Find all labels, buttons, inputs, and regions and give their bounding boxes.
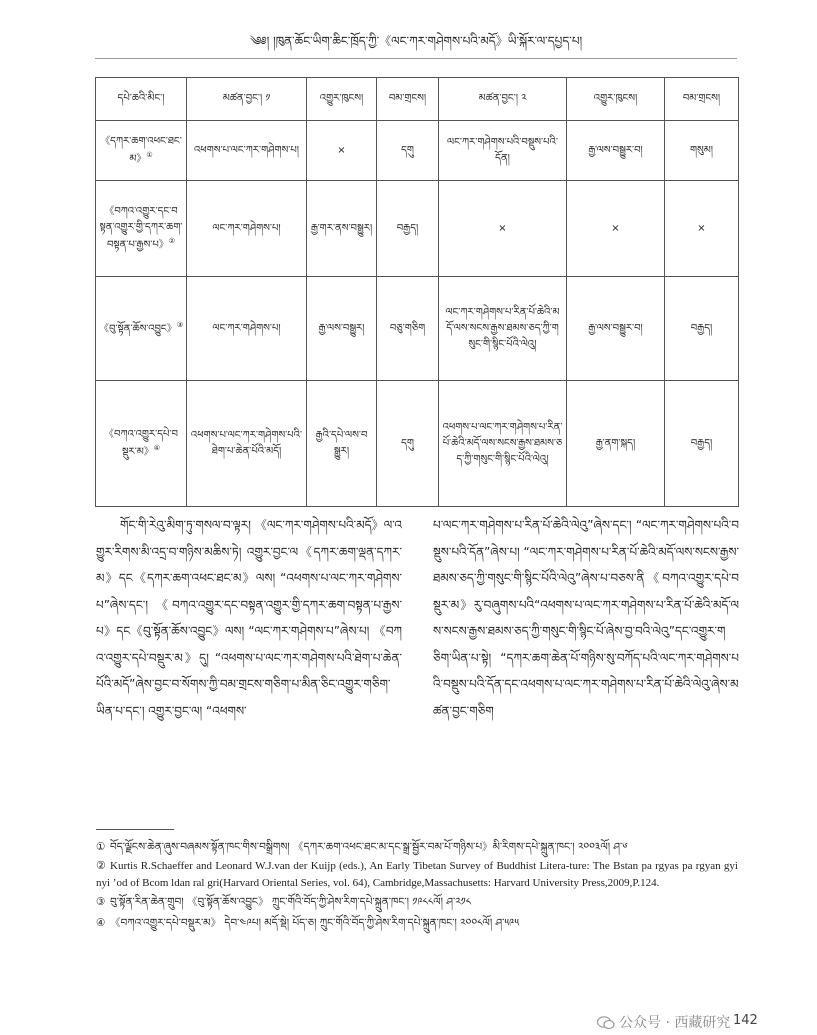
column-header: བམ་གྲངས། bbox=[665, 78, 739, 121]
table-cell: བརྒྱད། bbox=[665, 277, 739, 381]
table-cell: རྒྱ་ལས་བསྒྱུར། bbox=[307, 277, 377, 381]
table-cell: རྒྱའི་དཔེ་ལས་བསྒྱུར། bbox=[307, 381, 377, 507]
footnote-text: Kurtis R.Schaeffer and Leonard W.J.van der Kuijp (eds.), An Early Tibetan Survey of Buddhist Litera-ture: The Bstan pa rgyas pa rgyan gyi nyi ’od of Bcom ldan ral gri(Harvard Oriental Series, vol. 64), Cambridge,Massachusetts: Harvard University Press,2009,P.124. bbox=[96, 860, 738, 889]
column-header: མཚན་བྱང་། ༡ bbox=[187, 78, 307, 121]
catalog-title: 《དཀར་ཆག་འཕང་ཐང་མ》 bbox=[100, 135, 182, 165]
table-row bbox=[96, 381, 739, 507]
footnote-text: 《བཀའ་འགྱུར་དཔེ་བསྡུར་མ》 དེབ་༤༩པ། མདོ་སྡེ། པོད་ཅ། ཀྲུང་གོའི་བོད་ཀྱི་ཤེས་རིག་དཔེ་སྐྲུན་ཁང་། ༢༠༠༨ལོ། ཤ་༥༩༥ bbox=[110, 917, 520, 929]
wechat-watermark bbox=[597, 1012, 730, 1032]
table-cell: འཕགས་པ་ལང་ཀར་གཤེགས་པའི་ཐེག་པ་ཆེན་པོའི་མདོ། bbox=[187, 381, 307, 507]
footnote-text: བུ་སྟོན་རིན་ཆེན་གྲུབ། 《བུ་སྟོན་ཆོས་འབྱུང》 ཀྲུང་གོའི་བོད་ཀྱི་ཤེས་རིག་དཔེ་སྐྲུན་ཁང་། ༡༩༨༨ལོ། ཤ་༢༡༨ bbox=[110, 896, 472, 908]
footnote-number: ③ bbox=[96, 896, 106, 908]
catalog-title: 《བཀའ་འགྱུར་དང་བསྟན་འགྱུར་གྱི་དཀར་ཆག་བསྟན་པ་རྒྱས་པ》 bbox=[99, 205, 183, 251]
column-header: བམ་གྲངས། bbox=[377, 78, 439, 121]
table-cell: དགུ bbox=[377, 121, 439, 181]
running-header: ༄༅། །ཁུན་ཆོང་ཡིག་ཆིང་ཁྲོད་ཀྱི་《ལང་ཀར་གཤེགས་པའི་མདོ》ཡི་སྐོར་ལ་དཔྱད་པ། bbox=[95, 24, 737, 59]
table-cell: ལང་ཀར་གཤེགས་པའི་བསྡུས་པའི་དོན། bbox=[439, 121, 567, 181]
comparison-table bbox=[95, 77, 739, 507]
table-cell: ལང་ཀར་གཤེགས་པ། bbox=[187, 181, 307, 277]
wechat-icon bbox=[597, 1016, 615, 1030]
table-cell: རྒྱ་གར་ནས་བསྒྱུར། bbox=[307, 181, 377, 277]
footnote-number: ① bbox=[96, 841, 106, 853]
footnote-number: ④ bbox=[96, 917, 106, 929]
table-cell: × bbox=[665, 181, 739, 277]
footnote bbox=[96, 858, 738, 892]
body-text-right-column: པ་ལང་ཀར་གཤེགས་པ་རིན་པོ་ཆེའི་ལེའུ”ཞེས་དང་། “ལང་ཀར་གཤེགས་པའི་བསྡུས་པའི་དོན”ཞེས་པ། “ལང་ཀར་གཤེགས་པ་རིན་པོ་ཆེའི་མདོ་ལས་སངས་རྒྱས་ཐམས་ཅད་ཀྱི་གསུང་གི་སྙིང་པོའི་ལེའུ”ཞེས་པ་བཅས་ནི《བཀའ་འགྱུར་དཔེ་བསྡུར་མ》རུ་བཞུགས་པའི“འཕགས་པ་ལང་ཀར་གཤེགས་པ་རིན་པོ་ཆེའི་མདོ་ལས་སངས་རྒྱས་ཐམས་ཅད་ཀྱི་གསུང་གི་སྙིང་པོ་ཞེས་བྱ་བའི་ལེའུ”དང་འགྱུར་གཅིག་ཡིན་པ་སྟེ། “དཀར་ཆག་ཆེན་པོ་གཉིས་སུ་བཀོད་པའི་ལང་ཀར་གཤེགས་པའི་བསྡུས་པའི་དོན་དང་འཕགས་པ་ལང་ཀར་གཤེགས་པ་རིན་པོ་ཆེའི་ལེའུ་ཞེས་མཚན་བྱང་གཅིག bbox=[433, 518, 739, 718]
table-cell: × bbox=[567, 181, 665, 277]
table-cell-title bbox=[96, 121, 187, 181]
table-cell: རྒྱ་ལས་བསྒྱུར་བ། bbox=[567, 121, 665, 181]
table-cell: འཕགས་པ་ལང་ཀར་གཤེགས་པ་རིན་པོ་ཆེའི་མདོ་ལས་སངས་རྒྱས་ཐམས་ཅད་ཀྱི་གསུང་གི་སྙིང་པོའི་ལེའུ། bbox=[439, 381, 567, 507]
footnote bbox=[96, 837, 738, 858]
table-cell: བརྒྱད། bbox=[377, 181, 439, 277]
table-cell: ལང་ཀར་གཤེགས་པ་རིན་པོ་ཆེའི་མདོ་ལས་སངས་རྒྱས་ཐམས་ཅད་ཀྱི་གསུང་གི་སྙིང་པོའི་ལེའུ། bbox=[439, 277, 567, 381]
footnote bbox=[96, 892, 738, 913]
column-header: དཔེ་ཆའི་མིང་། bbox=[96, 78, 187, 121]
catalog-title: 《བུ་སྟོན་ཆོས་འབྱུང》 bbox=[99, 323, 177, 335]
footnote-ref: ③ bbox=[176, 320, 183, 329]
footnotes bbox=[96, 837, 738, 934]
table-cell: འཕགས་པ་ལང་ཀར་གཤེགས་པ། bbox=[187, 121, 307, 181]
footnote-ref: ② bbox=[168, 236, 176, 245]
table-cell: × bbox=[439, 181, 567, 277]
table-cell: བཅུ་གཅིག bbox=[377, 277, 439, 381]
table-row bbox=[96, 181, 739, 277]
page-number: 142 bbox=[733, 1013, 758, 1028]
table-cell: རྒྱ་ལས་བསྒྱུར་བ། bbox=[567, 277, 665, 381]
catalog-title: 《བཀའ་འགྱུར་དཔེ་བསྡུར་མ》 bbox=[104, 428, 178, 458]
table-cell: གསུམ། bbox=[665, 121, 739, 181]
table-row bbox=[96, 121, 739, 181]
table-cell: × bbox=[307, 121, 377, 181]
table-cell-title bbox=[96, 381, 187, 507]
column-header: འགྱུར་ཁུངས། bbox=[567, 78, 665, 121]
column-header: འགྱུར་ཁུངས། bbox=[307, 78, 377, 121]
footnote-text: བོད་ལྗོངས་ཆེན་ཞུས་བཞམས་སྟོན་ཁང་གིས་བསྒྲིགས། 《དཀར་ཆག་འཕང་ཐང་མ་དང་སྒྲ་སྦྱོར་བམ་པོ་གཉིས་པ》མི་རིགས་དཔེ་སྐྲུན་ཁང་། ༢༠༠༣ལོ། ཤ་༦ bbox=[110, 841, 628, 853]
body-text-left-column: གོང་གི་རེའུ་མིག་ཏུ་གསལ་བ་ལྟར། 《ལང་ཀར་གཤེགས་པའི་མདོ》ལ་འགྱུར་རིགས་མི་འདྲ་བ་གཉིས་མཆིས་ཏེ། འགྱུར་བྱང་ལ《དཀར་ཆག་ལྡན་དཀར་མ》དང《དཀར་ཆག་འཕང་ཐང་མ》ལས། “འཕགས་པ་ལང་ཀར་གཤེགས་པ”ཞེས་དང་། 《བཀའ་འགྱུར་དང་བསྟན་འགྱུར་གྱི་དཀར་ཆག་བསྟན་པ་རྒྱས་པ》དང《བུ་སྟོན་ཆོས་འབྱུང》ལས། “ལང་ཀར་གཤེགས་པ”ཞེས་པ། 《བཀའ་འགྱུར་དཔེ་བསྡུར་མ》དུ། “འཕགས་པ་ལང་ཀར་གཤེགས་པའི་ཐེག་པ་ཆེན་པོའི་མདོ”ཞེས་བྱང་བ་སོགས་ཀྱི་བམ་གྲངས་གཅིག་པ་མིན་ཅིང་འགྱུར་གཅིག་ཡིན་པ་དང་། འགྱུར་བྱང་ལ། “འཕགས་ bbox=[96, 518, 402, 718]
footnote-divider bbox=[96, 829, 174, 830]
table-row bbox=[96, 277, 739, 381]
footnote-number: ② bbox=[96, 860, 106, 872]
table-cell-title bbox=[96, 277, 187, 381]
column-header: མཚན་བྱང་། ༢ bbox=[439, 78, 567, 121]
table-cell: ལང་ཀར་གཤེགས་པ། bbox=[187, 277, 307, 381]
watermark-text: 公众号 · 西藏研究 bbox=[619, 1015, 731, 1031]
table-cell: བརྒྱད། bbox=[665, 381, 739, 507]
footnote bbox=[96, 913, 738, 934]
table-header-row bbox=[96, 78, 739, 121]
table-cell-title bbox=[96, 181, 187, 277]
table-cell: དགུ bbox=[377, 381, 439, 507]
table-cell: རྒྱ་ནག་སྐད། bbox=[567, 381, 665, 507]
footnote-ref: ④ bbox=[153, 443, 161, 452]
footnote-ref: ① bbox=[146, 150, 153, 159]
